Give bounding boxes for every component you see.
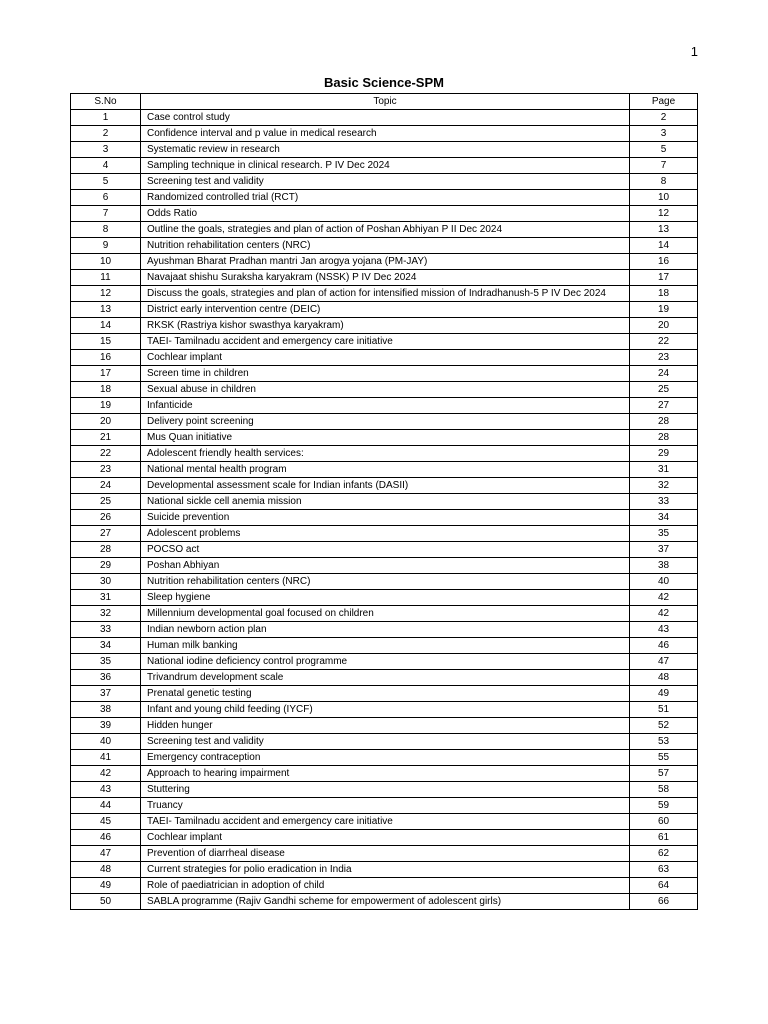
topic-cell: Randomized controlled trial (RCT): [141, 190, 630, 206]
topic-cell: Nutrition rehabilitation centers (NRC): [141, 238, 630, 254]
page-cell: 64: [630, 878, 698, 894]
contents-table: [70, 93, 698, 910]
topic-cell: Screen time in children: [141, 366, 630, 382]
table-row: [71, 270, 698, 286]
table-row: [71, 446, 698, 462]
table-row: [71, 606, 698, 622]
page-cell: 24: [630, 366, 698, 382]
page-cell: 5: [630, 142, 698, 158]
page-cell: 20: [630, 318, 698, 334]
sno-cell: 34: [71, 638, 141, 654]
page-cell: 66: [630, 894, 698, 910]
topic-cell: Outline the goals, strategies and plan of action of Poshan Abhiyan P II Dec 2024: [141, 222, 630, 238]
table-row: [71, 638, 698, 654]
header-page: Page: [630, 94, 698, 110]
page-cell: 23: [630, 350, 698, 366]
topic-cell: National sickle cell anemia mission: [141, 494, 630, 510]
topic-cell: Nutrition rehabilitation centers (NRC): [141, 574, 630, 590]
sno-cell: 3: [71, 142, 141, 158]
topic-cell: National iodine deficiency control programme: [141, 654, 630, 670]
sno-cell: 5: [71, 174, 141, 190]
table-row: [71, 510, 698, 526]
page-cell: 31: [630, 462, 698, 478]
topic-cell: Ayushman Bharat Pradhan mantri Jan arogya yojana (PM-JAY): [141, 254, 630, 270]
page-cell: 7: [630, 158, 698, 174]
topic-cell: Mus Quan initiative: [141, 430, 630, 446]
topic-cell: Cochlear implant: [141, 350, 630, 366]
topic-cell: National mental health program: [141, 462, 630, 478]
sno-cell: 33: [71, 622, 141, 638]
topic-cell: Developmental assessment scale for Indian infants (DASII): [141, 478, 630, 494]
sno-cell: 2: [71, 126, 141, 142]
sno-cell: 12: [71, 286, 141, 302]
page-cell: 13: [630, 222, 698, 238]
table-row: [71, 846, 698, 862]
page-cell: 12: [630, 206, 698, 222]
sno-cell: 20: [71, 414, 141, 430]
topic-cell: Poshan Abhiyan: [141, 558, 630, 574]
sno-cell: 21: [71, 430, 141, 446]
table-row: [71, 398, 698, 414]
table-row: [71, 350, 698, 366]
topic-cell: Emergency contraception: [141, 750, 630, 766]
topic-cell: District early intervention centre (DEIC): [141, 302, 630, 318]
topic-cell: Odds Ratio: [141, 206, 630, 222]
topic-cell: Prenatal genetic testing: [141, 686, 630, 702]
table-row: [71, 878, 698, 894]
table-row: [71, 286, 698, 302]
table-body: [71, 110, 698, 910]
sno-cell: 45: [71, 814, 141, 830]
table-row: [71, 622, 698, 638]
topic-cell: Hidden hunger: [141, 718, 630, 734]
page-cell: 16: [630, 254, 698, 270]
table-header-row: [71, 94, 698, 110]
page-cell: 2: [630, 110, 698, 126]
topic-cell: Adolescent friendly health services:: [141, 446, 630, 462]
table-row: [71, 430, 698, 446]
table-row: [71, 718, 698, 734]
table-row: [71, 734, 698, 750]
topic-cell: Navajaat shishu Suraksha karyakram (NSSK) P IV Dec 2024: [141, 270, 630, 286]
page-cell: 19: [630, 302, 698, 318]
sno-cell: 46: [71, 830, 141, 846]
table-row: [71, 766, 698, 782]
page-cell: 58: [630, 782, 698, 798]
sno-cell: 18: [71, 382, 141, 398]
page-cell: 42: [630, 606, 698, 622]
table-row: [71, 366, 698, 382]
header-topic: Topic: [141, 94, 630, 110]
sno-cell: 1: [71, 110, 141, 126]
table-row: [71, 670, 698, 686]
table-row: [71, 574, 698, 590]
topic-cell: TAEI- Tamilnadu accident and emergency care initiative: [141, 814, 630, 830]
table-row: [71, 462, 698, 478]
sno-cell: 14: [71, 318, 141, 334]
topic-cell: Approach to hearing impairment: [141, 766, 630, 782]
table-row: [71, 782, 698, 798]
sno-cell: 17: [71, 366, 141, 382]
page-cell: 61: [630, 830, 698, 846]
table-row: [71, 542, 698, 558]
sno-cell: 16: [71, 350, 141, 366]
sno-cell: 22: [71, 446, 141, 462]
table-row: [71, 414, 698, 430]
sno-cell: 11: [71, 270, 141, 286]
sno-cell: 13: [71, 302, 141, 318]
topic-cell: Screening test and validity: [141, 734, 630, 750]
topic-cell: Confidence interval and p value in medical research: [141, 126, 630, 142]
sno-cell: 48: [71, 862, 141, 878]
topic-cell: Current strategies for polio eradication in India: [141, 862, 630, 878]
topic-cell: RKSK (Rastriya kishor swasthya karyakram): [141, 318, 630, 334]
topic-cell: Case control study: [141, 110, 630, 126]
sno-cell: 27: [71, 526, 141, 542]
sno-cell: 4: [71, 158, 141, 174]
page-cell: 32: [630, 478, 698, 494]
table-row: [71, 558, 698, 574]
table-row: [71, 494, 698, 510]
table-row: [71, 254, 698, 270]
topic-cell: Delivery point screening: [141, 414, 630, 430]
sno-cell: 7: [71, 206, 141, 222]
sno-cell: 19: [71, 398, 141, 414]
document-title: Basic Science-SPM: [324, 75, 444, 90]
sno-cell: 8: [71, 222, 141, 238]
topic-cell: Sleep hygiene: [141, 590, 630, 606]
page-cell: 46: [630, 638, 698, 654]
page-cell: 47: [630, 654, 698, 670]
page-cell: 33: [630, 494, 698, 510]
page-cell: 43: [630, 622, 698, 638]
sno-cell: 43: [71, 782, 141, 798]
page-cell: 59: [630, 798, 698, 814]
table-row: [71, 238, 698, 254]
table-row: [71, 686, 698, 702]
topic-cell: Millennium developmental goal focused on children: [141, 606, 630, 622]
table-row: [71, 750, 698, 766]
table-row: [71, 478, 698, 494]
table-row: [71, 222, 698, 238]
page-cell: 55: [630, 750, 698, 766]
sno-cell: 26: [71, 510, 141, 526]
page-cell: 42: [630, 590, 698, 606]
page-cell: 14: [630, 238, 698, 254]
page-cell: 27: [630, 398, 698, 414]
sno-cell: 35: [71, 654, 141, 670]
page-cell: 10: [630, 190, 698, 206]
page-cell: 28: [630, 414, 698, 430]
topic-cell: Cochlear implant: [141, 830, 630, 846]
topic-cell: Sexual abuse in children: [141, 382, 630, 398]
sno-cell: 42: [71, 766, 141, 782]
sno-cell: 38: [71, 702, 141, 718]
page-cell: 52: [630, 718, 698, 734]
topic-cell: SABLA programme (Rajiv Gandhi scheme for empowerment of adolescent girls): [141, 894, 630, 910]
sno-cell: 36: [71, 670, 141, 686]
topic-cell: Stuttering: [141, 782, 630, 798]
page-cell: 17: [630, 270, 698, 286]
sno-cell: 39: [71, 718, 141, 734]
topic-cell: Indian newborn action plan: [141, 622, 630, 638]
page-cell: 25: [630, 382, 698, 398]
page-cell: 8: [630, 174, 698, 190]
table-row: [71, 830, 698, 846]
page-cell: 18: [630, 286, 698, 302]
page-cell: 37: [630, 542, 698, 558]
topic-cell: Human milk banking: [141, 638, 630, 654]
sno-cell: 50: [71, 894, 141, 910]
table-row: [71, 798, 698, 814]
table-row: [71, 590, 698, 606]
page-cell: 51: [630, 702, 698, 718]
table-row: [71, 862, 698, 878]
sno-cell: 30: [71, 574, 141, 590]
table-row: [71, 814, 698, 830]
table-row: [71, 526, 698, 542]
page-cell: 63: [630, 862, 698, 878]
page-cell: 22: [630, 334, 698, 350]
table-row: [71, 190, 698, 206]
table-row: [71, 158, 698, 174]
topic-cell: Discuss the goals, strategies and plan of action for intensified mission of Indradhanush-5 P IV Dec 2024: [141, 286, 630, 302]
sno-cell: 23: [71, 462, 141, 478]
sno-cell: 15: [71, 334, 141, 350]
sno-cell: 44: [71, 798, 141, 814]
topic-cell: Sampling technique in clinical research. P IV Dec 2024: [141, 158, 630, 174]
table-row: [71, 334, 698, 350]
topic-cell: Screening test and validity: [141, 174, 630, 190]
topic-cell: Infanticide: [141, 398, 630, 414]
sno-cell: 28: [71, 542, 141, 558]
page-cell: 48: [630, 670, 698, 686]
page-cell: 40: [630, 574, 698, 590]
table-row: [71, 302, 698, 318]
table-row: [71, 318, 698, 334]
sno-cell: 47: [71, 846, 141, 862]
sno-cell: 9: [71, 238, 141, 254]
page-cell: 38: [630, 558, 698, 574]
table-row: [71, 174, 698, 190]
table-row: [71, 206, 698, 222]
page-cell: 57: [630, 766, 698, 782]
sno-cell: 29: [71, 558, 141, 574]
sno-cell: 10: [71, 254, 141, 270]
sno-cell: 24: [71, 478, 141, 494]
page-cell: 29: [630, 446, 698, 462]
sno-cell: 31: [71, 590, 141, 606]
page-cell: 49: [630, 686, 698, 702]
table-row: [71, 382, 698, 398]
topic-cell: Trivandrum development scale: [141, 670, 630, 686]
topic-cell: Systematic review in research: [141, 142, 630, 158]
sno-cell: 6: [71, 190, 141, 206]
page-cell: 3: [630, 126, 698, 142]
topic-cell: Prevention of diarrheal disease: [141, 846, 630, 862]
sno-cell: 25: [71, 494, 141, 510]
table-row: [71, 126, 698, 142]
sno-cell: 37: [71, 686, 141, 702]
table-row: [71, 110, 698, 126]
page-cell: 62: [630, 846, 698, 862]
table-row: [71, 654, 698, 670]
page-number: 1: [690, 44, 698, 59]
page-cell: 35: [630, 526, 698, 542]
page-cell: 53: [630, 734, 698, 750]
sno-cell: 40: [71, 734, 141, 750]
topic-cell: Adolescent problems: [141, 526, 630, 542]
topic-cell: TAEI- Tamilnadu accident and emergency care initiative: [141, 334, 630, 350]
table-row: [71, 702, 698, 718]
page-cell: 34: [630, 510, 698, 526]
header-sno: S.No: [71, 94, 141, 110]
topic-cell: Infant and young child feeding (IYCF): [141, 702, 630, 718]
topic-cell: Role of paediatrician in adoption of child: [141, 878, 630, 894]
sno-cell: 41: [71, 750, 141, 766]
topic-cell: Suicide prevention: [141, 510, 630, 526]
sno-cell: 32: [71, 606, 141, 622]
sno-cell: 49: [71, 878, 141, 894]
table-row: [71, 142, 698, 158]
topic-cell: Truancy: [141, 798, 630, 814]
table-row: [71, 894, 698, 910]
topic-cell: POCSO act: [141, 542, 630, 558]
page-cell: 60: [630, 814, 698, 830]
page-cell: 28: [630, 430, 698, 446]
